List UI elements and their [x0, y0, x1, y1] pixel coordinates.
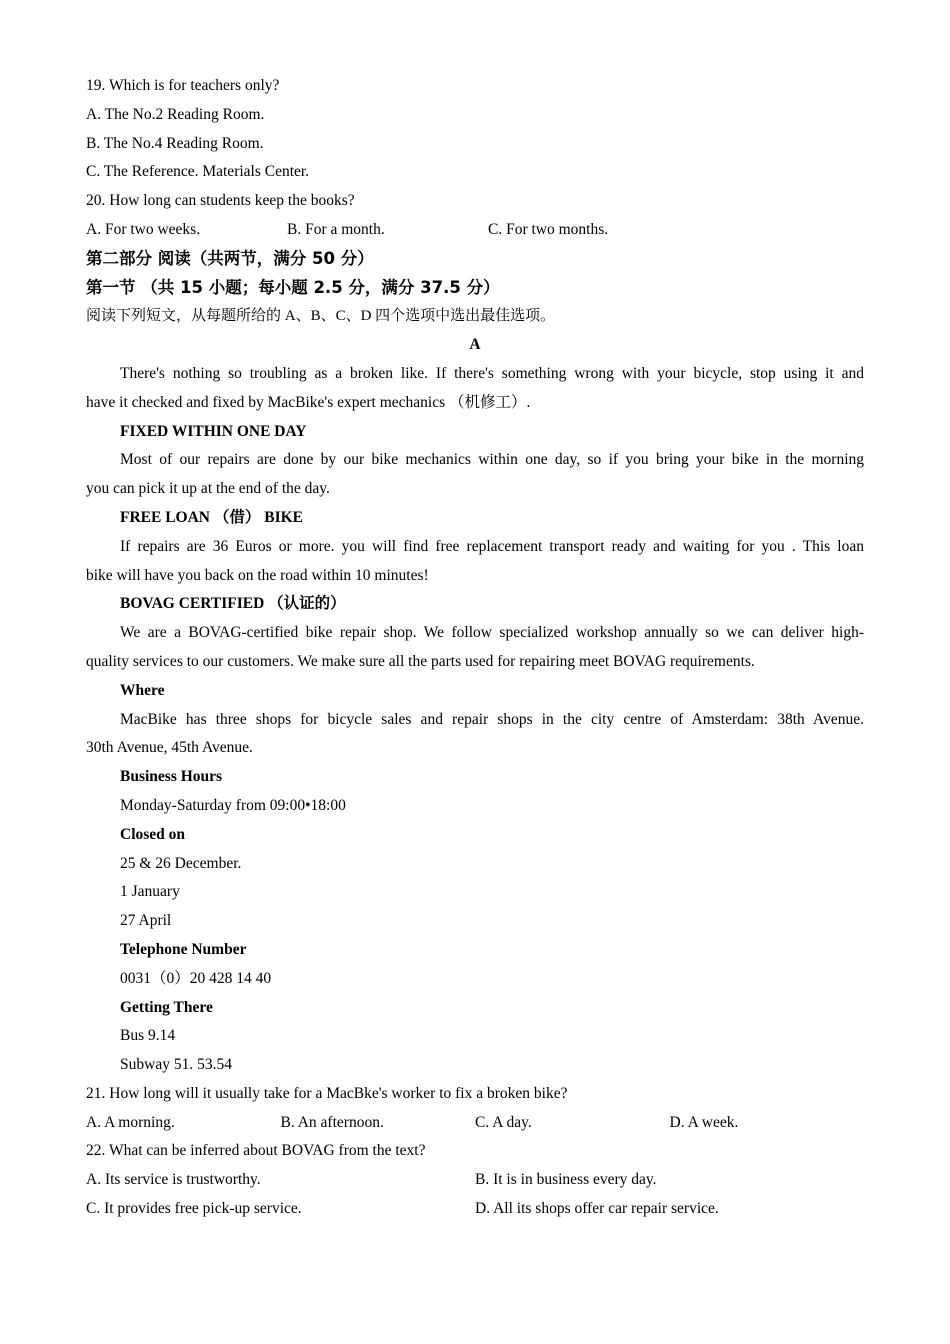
- fixed-line-1: Most of our repairs are done by our bike mechanics within one day, so if you bring your bike in the morning: [120, 451, 864, 469]
- q21-option-d: D. A week.: [669, 1113, 739, 1131]
- loan-line-1: If repairs are 36 Euros or more. you will find free replacement transport ready and waiting for you . This loan: [120, 537, 864, 555]
- bovag-heading: BOVAG CERTIFIED （认证的）: [120, 595, 346, 613]
- intro-line-1: There's nothing so troubling as a broken like. If there's something wrong with your bicycle, stop using it and: [120, 364, 864, 382]
- bus-text: Bus 9.14: [120, 1027, 176, 1045]
- q21-option-a: A. A morning.: [86, 1113, 175, 1131]
- closed-date: 25 & 26 December.: [120, 854, 242, 872]
- section1-heading: 第一节 （共 15 小题；每小题 2.5 分，满分 37.5 分）: [86, 277, 500, 297]
- q21-option-c: C. A day.: [475, 1113, 532, 1131]
- q19-question: 19. Which is for teachers only?: [86, 77, 280, 94]
- reading-instruction: 阅读下列短文，从每题所给的 A、B、C、D 四个选项中选出最佳选项。: [86, 308, 556, 325]
- q22-option-a: A. Its service is trustworthy.: [86, 1171, 261, 1189]
- q21-option-b: B. An afternoon.: [280, 1113, 384, 1131]
- q19-option-a: A. The No.2 Reading Room.: [86, 105, 265, 123]
- q20-option-a: A. For two weeks.: [86, 220, 201, 238]
- q22-option-b: B. It is in business every day.: [475, 1171, 657, 1189]
- passage-label: A: [469, 336, 481, 354]
- part2-heading: 第二部分 阅读（共两节，满分 50 分）: [86, 248, 374, 268]
- q22-options-row-1: [86, 1166, 864, 1195]
- where-line-1: MacBike has three shops for bicycle sales and repair shops in the city centre of Amsterdam: 38th Avenue.: [120, 710, 864, 728]
- phone-heading: Telephone Number: [120, 940, 247, 958]
- subway-text: Subway 51. 53.54: [120, 1056, 232, 1074]
- q20-option-c: C. For two months.: [488, 220, 609, 238]
- q19-option-b: B. The No.4 Reading Room.: [86, 134, 264, 152]
- closed-date: 27 April: [120, 912, 172, 930]
- closed-heading: Closed on: [120, 825, 186, 843]
- exam-page: [86, 72, 864, 1224]
- loan-heading: FREE LOAN （借） BIKE: [120, 508, 304, 526]
- fixed-heading: FIXED WITHIN ONE DAY: [120, 422, 307, 440]
- q21-question: 21. How long will it usually take for a MacBke's worker to fix a broken bike?: [86, 1084, 568, 1102]
- q22-question: 22. What can be inferred about BOVAG from the text?: [86, 1142, 426, 1160]
- fixed-line-2: you can pick it up at the end of the day.: [86, 480, 330, 498]
- hours-heading: Business Hours: [120, 768, 223, 786]
- closed-date: 1 January: [120, 883, 180, 901]
- bovag-line-2: quality services to our customers. We make sure all the parts used for repairing meet BOVAG requirements.: [86, 652, 755, 670]
- q22-options-row-2: [86, 1195, 864, 1224]
- hours-text: Monday-Saturday from 09:00•18:00: [120, 796, 346, 814]
- q21-options: [86, 1109, 864, 1138]
- q22-option-c: C. It provides free pick-up service.: [86, 1200, 302, 1218]
- getting-there-heading: Getting There: [120, 998, 213, 1016]
- q19-option-c: C. The Reference. Materials Center.: [86, 163, 310, 181]
- intro-line-2: have it checked and fixed by MacBike's expert mechanics （机修工）.: [86, 393, 531, 411]
- loan-line-2: bike will have you back on the road within 10 minutes!: [86, 566, 429, 584]
- bovag-line-1: We are a BOVAG-certified bike repair shop. We follow specialized workshop annually so we can deliver high-: [120, 624, 864, 642]
- q20-option-b: B. For a month.: [287, 220, 385, 238]
- q22-option-d: D. All its shops offer car repair service.: [475, 1200, 719, 1218]
- phone-text: 0031（0）20 428 14 40: [120, 969, 272, 987]
- where-heading: Where: [120, 681, 165, 699]
- q20-options: [86, 216, 864, 245]
- q20-question: 20. How long can students keep the books?: [86, 192, 355, 210]
- where-line-2: 30th Avenue, 45th Avenue.: [86, 739, 253, 757]
